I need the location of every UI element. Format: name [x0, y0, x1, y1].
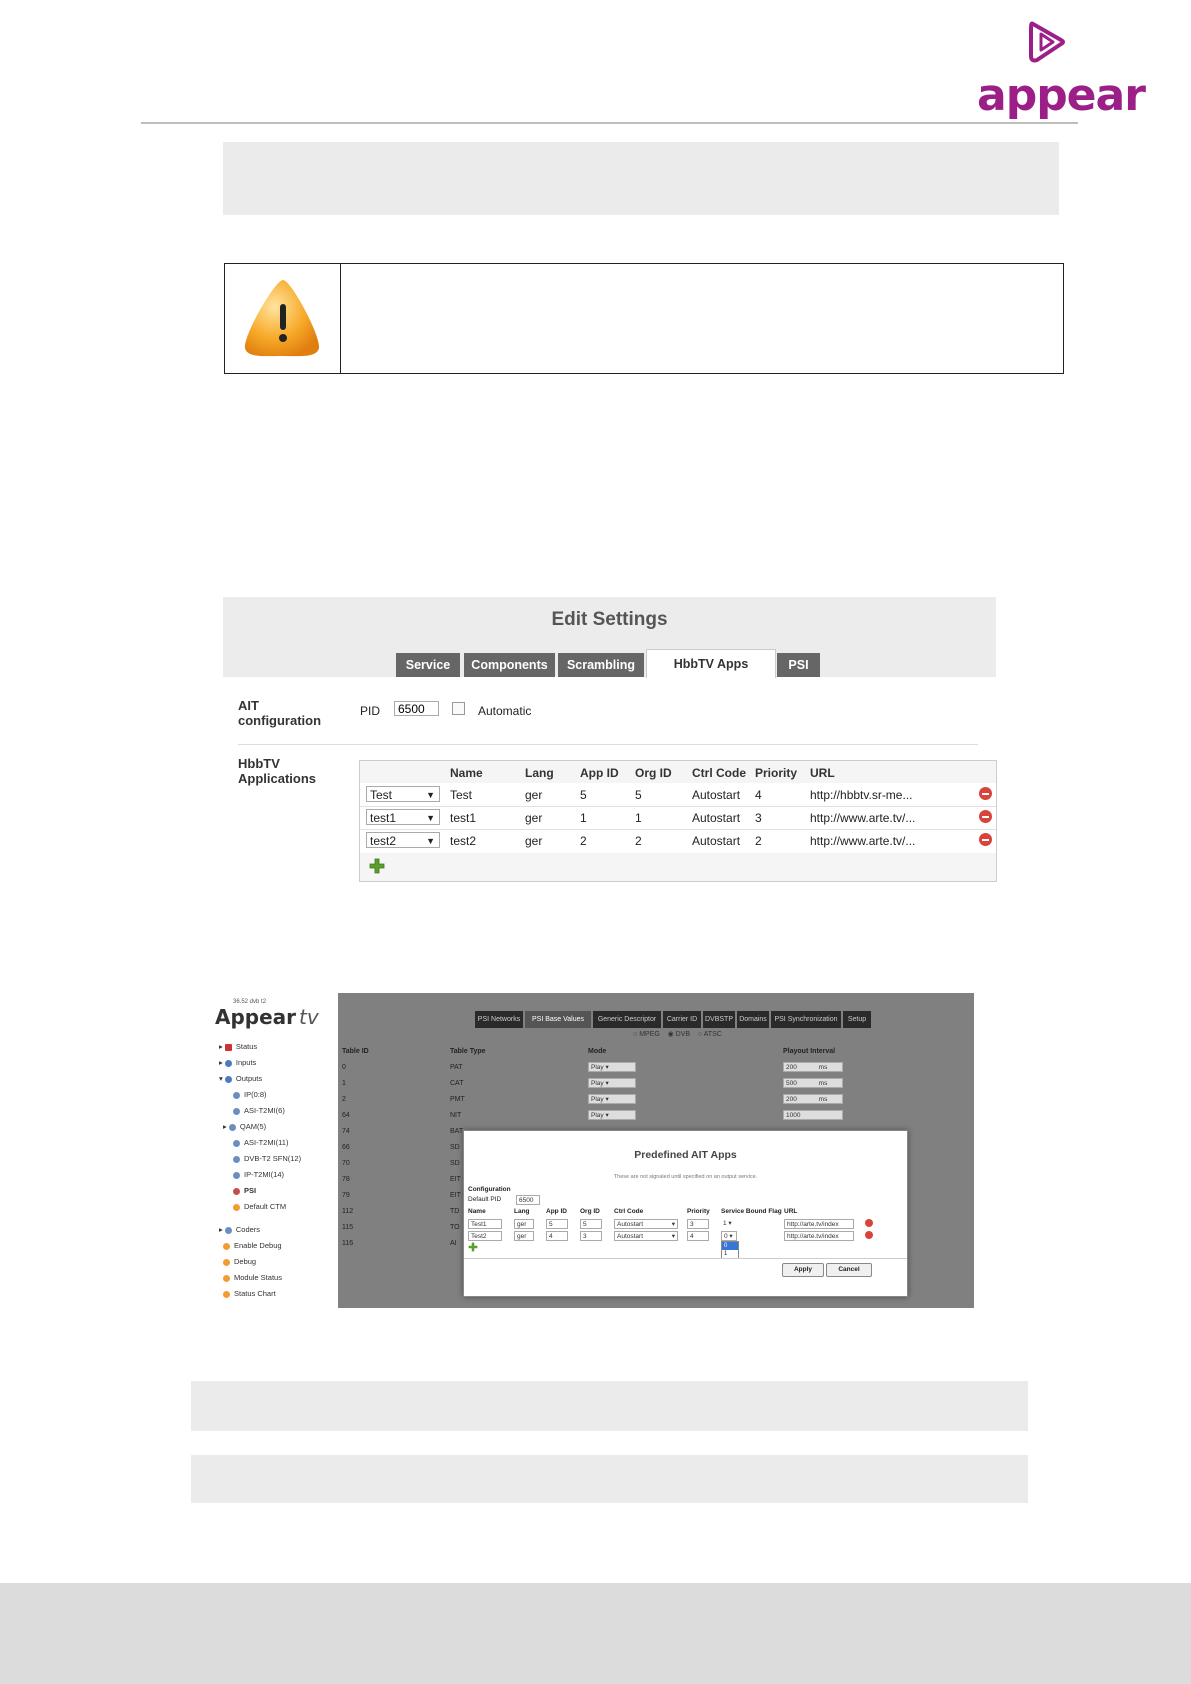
table-id: 116	[342, 1240, 354, 1247]
pid-label: PID	[360, 704, 381, 718]
mcol-ctrl-code: Ctrl Code	[614, 1208, 644, 1215]
mrow-flag[interactable]: 0 ▾	[721, 1231, 737, 1241]
note-box	[223, 142, 1059, 215]
logo-play-icon	[1027, 20, 1067, 64]
app-select[interactable]: test2 ▼	[366, 832, 440, 848]
sidebar-item-default-ctm[interactable]: Default CTM	[233, 1202, 286, 1211]
table-type: EIT	[450, 1176, 461, 1183]
appear-logo	[975, 18, 1145, 121]
tab-domains[interactable]: Domains	[737, 1011, 769, 1028]
table-type: BAT	[450, 1128, 464, 1135]
sidebar-item-asi-t2mi-11[interactable]: ASI-T2MI(11)	[233, 1138, 288, 1147]
table-type: SD	[450, 1144, 460, 1151]
radio-atsc[interactable]: ○ ATSC	[697, 1031, 722, 1038]
sidebar-item-qam[interactable]: ▸ QAM(5)	[223, 1122, 267, 1131]
tab-psi-networks[interactable]: PSI Networks	[475, 1011, 523, 1028]
automatic-label: Automatic	[478, 704, 532, 718]
tab-carrier-id[interactable]: Carrier ID	[663, 1011, 701, 1028]
table-type: SD	[450, 1160, 460, 1167]
row-ctrl: Autostart	[692, 788, 741, 802]
interval-input[interactable]: 1000	[783, 1110, 843, 1120]
row-ctrl: Autostart	[692, 834, 741, 848]
col-url: URL	[810, 766, 835, 780]
row-app-id: 1	[580, 811, 587, 825]
row-divider	[360, 806, 996, 807]
mode-select[interactable]: Play ▾	[588, 1062, 636, 1072]
mode-select[interactable]: Play ▾	[588, 1078, 636, 1088]
table-type: CAT	[450, 1080, 464, 1087]
sidebar-item-module-status[interactable]: Module Status	[223, 1273, 282, 1282]
table-id: 64	[342, 1112, 350, 1119]
note-box-3	[191, 1455, 1028, 1503]
dvb-icon	[233, 1156, 240, 1163]
warning-divider	[340, 264, 341, 373]
header-rule	[141, 122, 1078, 124]
mrow-flag[interactable]: 1 ▾	[721, 1219, 737, 1229]
mrow-ctrl[interactable]: Autostart ▾	[614, 1231, 678, 1241]
sidebar-item-ip-t2mi[interactable]: IP-T2MI(14)	[233, 1170, 284, 1179]
debug-icon	[223, 1243, 230, 1250]
modal-footer	[464, 1258, 907, 1259]
edit-settings-title: Edit Settings	[551, 609, 668, 630]
hbbtv-apps-label: HbbTV Applications	[238, 756, 317, 786]
default-pid-label: Default PID	[468, 1196, 502, 1203]
sidebar-item-ip[interactable]: IP(0:8)	[233, 1090, 267, 1099]
col-mode: Mode	[588, 1048, 607, 1055]
note-box-2	[191, 1381, 1028, 1431]
tab-components[interactable]: Components	[464, 653, 555, 677]
mrow-lang[interactable]: ger	[514, 1231, 534, 1241]
mode-select[interactable]: Play ▾	[588, 1110, 636, 1120]
row-lang: ger	[525, 788, 543, 802]
sidebar-item-status-chart[interactable]: Status Chart	[223, 1289, 276, 1298]
mrow-app-id[interactable]: 5	[546, 1219, 568, 1229]
mcol-org-id: Org ID	[580, 1208, 600, 1215]
ip-icon	[233, 1092, 240, 1099]
row-lang: ger	[525, 811, 543, 825]
hbbtv-apps-table	[359, 760, 997, 882]
warning-box	[224, 263, 1064, 374]
qam-icon	[229, 1124, 236, 1131]
interval-input[interactable]: 500 ms	[783, 1078, 843, 1088]
remove-icon[interactable]	[979, 833, 992, 846]
col-name: Name	[450, 766, 483, 780]
mode-select[interactable]: Play ▾	[588, 1094, 636, 1104]
sidebar-item-enable-debug[interactable]: Enable Debug	[223, 1241, 282, 1250]
status-icon	[225, 1044, 232, 1051]
warning-icon	[239, 274, 327, 362]
add-icon[interactable]	[468, 1242, 478, 1252]
table-id: 74	[342, 1128, 350, 1135]
row-priority: 2	[755, 834, 762, 848]
tab-psi-base-values[interactable]: PSI Base Values	[525, 1011, 591, 1028]
table-id: 112	[342, 1208, 354, 1215]
mrow-lang[interactable]: ger	[514, 1219, 534, 1229]
tab-psi-synchronization[interactable]: PSI Synchronization	[771, 1011, 841, 1028]
tab-hbbtv-apps[interactable]: HbbTV Apps	[646, 649, 776, 678]
table-type: PMT	[450, 1096, 465, 1103]
mrow-name[interactable]: Test1	[468, 1219, 502, 1229]
page-footer	[0, 1583, 1191, 1684]
mcol-name: Name	[468, 1208, 486, 1215]
col-org-id: Org ID	[635, 766, 672, 780]
tab-generic-descriptor[interactable]: Generic Descriptor	[593, 1011, 661, 1028]
module-icon	[223, 1275, 230, 1282]
remove-icon[interactable]	[865, 1219, 873, 1227]
mcol-lang: Lang	[514, 1208, 530, 1215]
table-type: EIT	[450, 1192, 461, 1199]
tab-psi[interactable]: PSI	[777, 653, 820, 677]
table-id: 66	[342, 1144, 350, 1151]
mcol-url: URL	[784, 1208, 798, 1215]
debug-icon	[223, 1259, 230, 1266]
modal-title: Predefined AIT Apps	[634, 1149, 737, 1161]
row-app-id: 2	[580, 834, 587, 848]
outputs-icon	[225, 1076, 232, 1083]
mrow-url[interactable]: http://arte.tv/index	[784, 1231, 854, 1241]
apply-button[interactable]: Apply	[782, 1263, 824, 1277]
remove-icon[interactable]	[979, 787, 992, 800]
row-name: Test	[450, 788, 473, 802]
ip-t2mi-icon	[233, 1172, 240, 1179]
row-org-id: 1	[635, 811, 642, 825]
mrow-ctrl[interactable]: Autostart ▾	[614, 1219, 678, 1229]
edit-settings-panel	[223, 597, 996, 887]
add-icon[interactable]	[369, 858, 385, 874]
mcol-priority: Priority	[687, 1208, 710, 1215]
mrow-org-id[interactable]: 5	[580, 1219, 602, 1229]
row-name: test1	[450, 811, 477, 825]
row-org-id: 2	[635, 834, 642, 848]
modal-subtitle: These are not signaled until specified on an output service.	[613, 1174, 758, 1180]
app-select[interactable]: test1 ▼	[366, 809, 440, 825]
table-type: TO	[450, 1224, 460, 1231]
tab-service[interactable]: Service	[396, 653, 460, 677]
col-playout-interval: Playout Interval	[783, 1048, 836, 1055]
flag-option-0[interactable]: 0	[722, 1242, 738, 1250]
table-id: 78	[342, 1176, 350, 1183]
mcol-service-bound-flag: Service Bound Flag	[721, 1208, 782, 1215]
table-id: 79	[342, 1192, 350, 1199]
table-id: 0	[342, 1064, 346, 1071]
app-select[interactable]: Test ▼	[366, 786, 440, 802]
section-divider	[238, 744, 978, 745]
mrow-priority[interactable]: 4	[687, 1231, 709, 1241]
table-id: 2	[342, 1096, 346, 1103]
predefined-ait-modal	[463, 1130, 908, 1297]
flag-dropdown-list	[721, 1241, 739, 1259]
table-id: 70	[342, 1160, 350, 1167]
row-url: http://www.arte.tv/...	[810, 811, 916, 825]
pid-input[interactable]	[394, 701, 439, 716]
tab-scrambling[interactable]: Scrambling	[558, 653, 644, 677]
sidebar-item-dvb-t2-sfn[interactable]: DVB-T2 SFN(12)	[233, 1154, 301, 1163]
sidebar-item-debug[interactable]: Debug	[223, 1257, 256, 1266]
table-id: 1	[342, 1080, 346, 1087]
row-priority: 4	[755, 788, 762, 802]
sidebar-item-coders[interactable]: ▸ Coders	[219, 1225, 261, 1234]
sidebar-item-asi-t2mi-6[interactable]: ASI-T2MI(6)	[233, 1106, 285, 1115]
row-divider	[360, 829, 996, 830]
row-org-id: 5	[635, 788, 642, 802]
col-table-type: Table Type	[450, 1048, 486, 1055]
dropdown-arrow-icon: ▼	[426, 813, 435, 823]
sidebar-item-psi[interactable]: PSI	[233, 1186, 256, 1195]
version-label: 36.52 dvb t2	[233, 999, 267, 1005]
coders-icon	[225, 1227, 232, 1234]
remove-icon[interactable]	[979, 810, 992, 823]
mode-radios	[633, 1030, 722, 1038]
row-name: test2	[450, 834, 477, 848]
table-type: TD	[450, 1208, 460, 1215]
config-label: Configuration	[468, 1186, 511, 1193]
appear-tv-logo: Appear tv	[215, 1005, 319, 1029]
col-lang: Lang	[525, 766, 554, 780]
edit-settings-header	[223, 597, 996, 677]
table-type: NIT	[450, 1112, 462, 1119]
sidebar-item-status[interactable]: ▸ Status	[219, 1042, 258, 1051]
automatic-checkbox[interactable]	[452, 702, 465, 715]
logo-text: appear	[977, 70, 1145, 121]
dropdown-arrow-icon: ▼	[426, 790, 435, 800]
col-ctrl-code: Ctrl Code	[692, 766, 746, 780]
sidebar-item-inputs[interactable]: ▸ Inputs	[219, 1058, 257, 1067]
row-lang: ger	[525, 834, 543, 848]
mrow-org-id[interactable]: 3	[580, 1231, 602, 1241]
row-url: http://hbbtv.sr-me...	[810, 788, 913, 802]
sidebar	[205, 993, 338, 1308]
asi-icon	[233, 1140, 240, 1147]
mrow-priority[interactable]: 3	[687, 1219, 709, 1229]
col-priority: Priority	[755, 766, 798, 780]
radio-mpeg[interactable]: ○ MPEG	[633, 1031, 660, 1038]
mrow-app-id[interactable]: 4	[546, 1231, 568, 1241]
psi-icon	[233, 1188, 240, 1195]
sidebar-item-outputs[interactable]: ▾ Outputs	[219, 1074, 263, 1083]
flag-option-1[interactable]: 1	[724, 1251, 728, 1257]
cancel-button[interactable]: Cancel	[826, 1263, 872, 1277]
radio-dvb[interactable]: ◉ DVB	[667, 1031, 691, 1038]
mrow-url[interactable]: http://arte.tv/index	[784, 1219, 854, 1229]
asi-icon	[233, 1108, 240, 1115]
dropdown-arrow-icon: ▼	[426, 836, 435, 846]
table-id: 115	[342, 1224, 354, 1231]
tab-setup[interactable]: Setup	[843, 1011, 871, 1028]
ctm-icon	[233, 1204, 240, 1211]
mcol-app-id: App ID	[546, 1208, 567, 1215]
inputs-icon	[225, 1060, 232, 1067]
chart-icon	[223, 1291, 230, 1298]
interval-input[interactable]: 200 ms	[783, 1062, 843, 1072]
remove-icon[interactable]	[865, 1231, 873, 1239]
interval-input[interactable]: 200 ms	[783, 1094, 843, 1104]
row-app-id: 5	[580, 788, 587, 802]
table-type: AI	[450, 1240, 457, 1247]
default-pid-input[interactable]: 6500	[516, 1195, 540, 1205]
row-priority: 3	[755, 811, 762, 825]
col-app-id: App ID	[580, 766, 619, 780]
mrow-name[interactable]: Test2	[468, 1231, 502, 1241]
tab-dvbstp[interactable]: DVBSTP	[703, 1011, 735, 1028]
row-ctrl: Autostart	[692, 811, 741, 825]
table-type: PAT	[450, 1064, 463, 1071]
col-table-id: Table ID	[342, 1048, 369, 1055]
appear-tv-screenshot	[205, 993, 974, 1308]
ait-config-label: AIT configuration	[238, 698, 322, 728]
row-url: http://www.arte.tv/...	[810, 834, 916, 848]
